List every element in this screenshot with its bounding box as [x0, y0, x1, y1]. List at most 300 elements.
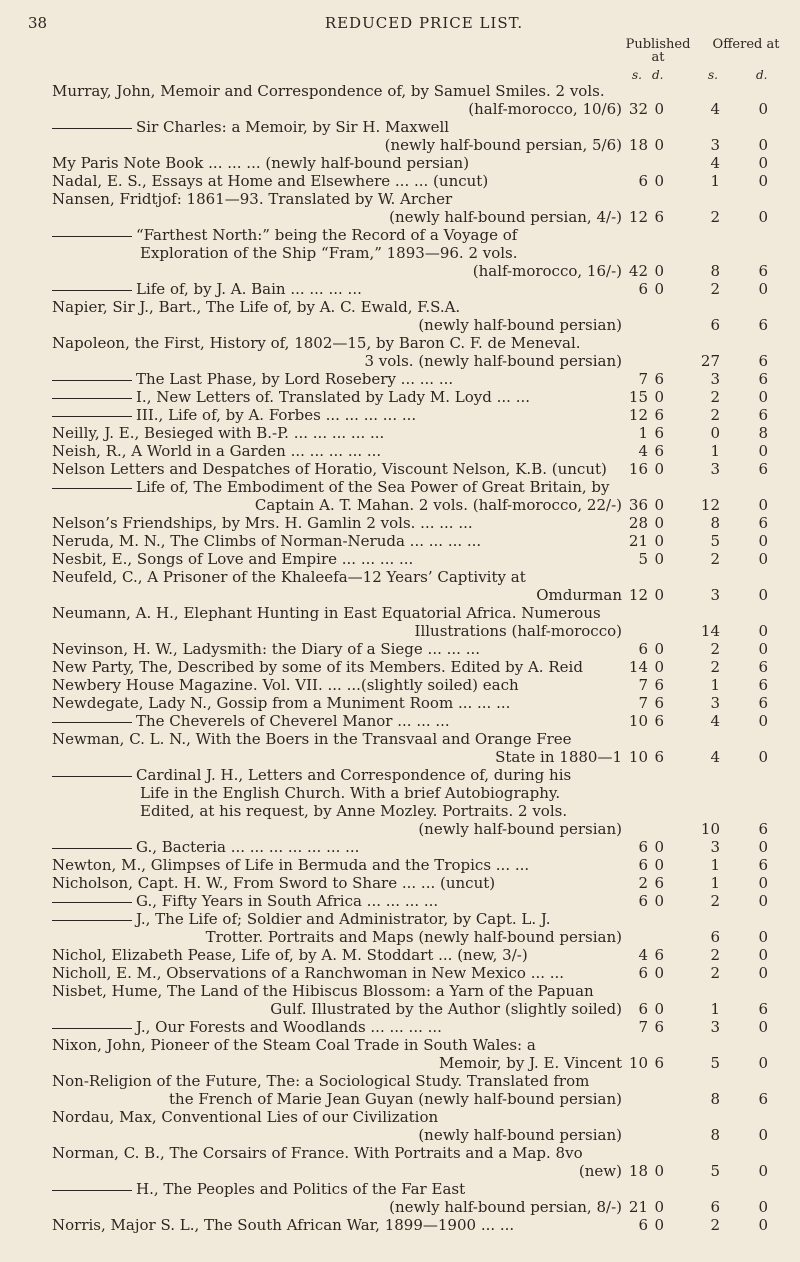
entry-title: Non-Religion of the Future, The: a Sociological Study. Translated from	[52, 1072, 590, 1090]
offered-shillings: 2	[710, 550, 720, 568]
entry-title: Norman, C. B., The Corsairs of France. With Portraits and a Map. 8vo	[52, 1144, 583, 1162]
list-item	[0, 1108, 800, 1127]
offered-shillings: 6	[710, 1198, 720, 1216]
offered-shillings: 5	[710, 532, 720, 550]
entry-title: Trotter. Portraits and Maps (newly half-bound persian)	[205, 928, 622, 946]
entry-text	[52, 226, 622, 245]
published-shillings: 28	[628, 514, 648, 532]
entry-text	[52, 838, 622, 857]
published-shillings: 10	[628, 748, 648, 766]
published-shillings: 16	[628, 460, 648, 478]
entry-text	[52, 352, 622, 371]
published-pence: 6	[654, 712, 664, 730]
entry-title: Nichol, Elizabeth Pease, Life of, by A. M. Stoddart ... (new, 3/-)	[52, 946, 528, 964]
offered-shillings: 2	[710, 892, 720, 910]
offered-shillings: 8	[710, 262, 720, 280]
list-item	[0, 604, 800, 623]
entry-text	[52, 676, 622, 695]
offered-pence: 0	[758, 154, 768, 172]
entry-text	[52, 1036, 622, 1055]
entry-text	[52, 658, 622, 677]
entry-title: Neish, R., A World in a Garden ... ... ... ... ...	[52, 442, 382, 460]
list-item	[0, 820, 800, 839]
entry-title: My Paris Note Book ... ... ... (newly half-bound persian)	[52, 154, 470, 172]
offered-pence: 6	[758, 316, 768, 334]
published-shillings: 36	[628, 496, 648, 514]
published-shillings: 6	[638, 1216, 648, 1234]
offered-shillings: 6	[710, 316, 720, 334]
entry-title: Newman, C. L. N., With the Boers in the Transvaal and Orange Free	[52, 730, 572, 748]
list-item	[0, 856, 800, 875]
offered-pence: 0	[758, 712, 768, 730]
list-item	[0, 82, 800, 101]
entry-text	[52, 316, 622, 335]
list-item	[0, 730, 800, 749]
offered-pence: 0	[758, 748, 768, 766]
entry-text	[52, 514, 622, 533]
offered-shillings: 6	[710, 928, 720, 946]
offered-shillings: 8	[710, 514, 720, 532]
entry-text	[52, 640, 622, 659]
published-d-header: d.	[652, 68, 664, 82]
published-shillings: 6	[638, 838, 648, 856]
entry-title: (half-morocco, 16/-)	[472, 262, 622, 280]
published-pence: 6	[654, 406, 664, 424]
list-item	[0, 910, 800, 929]
list-item	[0, 334, 800, 353]
entry-title: The Cheverels of Cheverel Manor ... ... ...	[136, 712, 450, 730]
list-item	[0, 496, 800, 515]
list-item	[0, 118, 800, 137]
ditto-dash	[52, 488, 132, 489]
entry-text	[52, 712, 622, 731]
entry-title: (newly half-bound persian)	[418, 820, 622, 838]
entry-title: (new)	[578, 1162, 622, 1180]
offered-pence: 0	[758, 208, 768, 226]
published-pence: 0	[654, 586, 664, 604]
published-pence: 0	[654, 1216, 664, 1234]
offered-shillings: 4	[710, 712, 720, 730]
published-pence: 0	[654, 1000, 664, 1018]
published-shillings: 6	[638, 172, 648, 190]
list-item	[0, 1216, 800, 1235]
published-pence: 6	[654, 676, 664, 694]
offered-pence: 0	[758, 838, 768, 856]
offered-pence: 0	[758, 496, 768, 514]
published-pence: 0	[654, 550, 664, 568]
published-shillings: 10	[628, 712, 648, 730]
entry-text	[52, 406, 622, 425]
offered-pence: 6	[758, 352, 768, 370]
list-item	[0, 172, 800, 191]
offered-shillings: 8	[710, 1126, 720, 1144]
published-s-header: s.	[632, 68, 642, 82]
published-shillings: 5	[638, 550, 648, 568]
list-item	[0, 514, 800, 533]
ditto-dash	[52, 416, 132, 417]
list-item	[0, 658, 800, 677]
list-item	[0, 1090, 800, 1109]
list-item	[0, 964, 800, 983]
published-pence: 0	[654, 262, 664, 280]
list-item	[0, 1018, 800, 1037]
offered-shillings: 4	[710, 154, 720, 172]
offered-pence: 0	[758, 442, 768, 460]
offered-shillings: 2	[710, 280, 720, 298]
list-item	[0, 424, 800, 443]
entry-text	[52, 694, 622, 713]
offered-pence: 6	[758, 856, 768, 874]
entry-title: Captain A. T. Mahan. 2 vols. (half-morocco, 22/-)	[254, 496, 622, 514]
published-pence: 0	[654, 856, 664, 874]
published-pence: 6	[654, 370, 664, 388]
ditto-dash	[52, 290, 132, 291]
offered-pence: 0	[758, 622, 768, 640]
entry-title: Illustrations (half-morocco)	[414, 622, 622, 640]
entry-text	[52, 1216, 622, 1235]
list-item	[0, 694, 800, 713]
entry-title: Murray, John, Memoir and Correspondence of, by Samuel Smiles. 2 vols.	[52, 82, 605, 100]
entry-title: Napoleon, the First, History of, 1802—15, by Baron C. F. de Meneval.	[52, 334, 581, 352]
published-pence: 0	[654, 460, 664, 478]
offered-shillings: 4	[710, 748, 720, 766]
entry-title: New Party, The, Described by some of its Members. Edited by A. Reid	[52, 658, 583, 676]
entry-title: the French of Marie Jean Guyan (newly half-bound persian)	[169, 1090, 622, 1108]
published-shillings: 15	[628, 388, 648, 406]
ditto-dash	[52, 902, 132, 903]
offered-pence: 0	[758, 892, 768, 910]
entry-text	[52, 622, 622, 641]
offered-shillings: 3	[710, 838, 720, 856]
offered-pence: 6	[758, 694, 768, 712]
entry-title: G., Bacteria ... ... ... ... ... ... ...	[136, 838, 360, 856]
list-item	[0, 640, 800, 659]
offered-pence: 0	[758, 136, 768, 154]
ditto-dash	[52, 128, 132, 129]
entry-text	[52, 730, 622, 749]
published-shillings: 18	[628, 136, 648, 154]
entry-title: Neufeld, C., A Prisoner of the Khaleefa—12 Years’ Captivity at	[52, 568, 526, 586]
offered-shillings: 8	[710, 1090, 720, 1108]
published-pence: 6	[654, 1018, 664, 1036]
offered-pence: 0	[758, 550, 768, 568]
entry-text	[52, 946, 622, 965]
offered-pence: 6	[758, 460, 768, 478]
ditto-dash	[52, 1190, 132, 1191]
entry-text	[52, 1126, 622, 1145]
list-item	[0, 262, 800, 281]
entry-title: (half-morocco, 10/6)	[468, 100, 622, 118]
entry-text	[52, 118, 622, 137]
entry-title: Nicholl, E. M., Observations of a Ranchwoman in New Mexico ... ...	[52, 964, 565, 982]
published-pence: 0	[654, 514, 664, 532]
entry-title: Nisbet, Hume, The Land of the Hibiscus Blossom: a Yarn of the Papuan	[52, 982, 594, 1000]
published-shillings: 6	[638, 280, 648, 298]
entry-text	[52, 496, 622, 515]
published-pence: 6	[654, 748, 664, 766]
entry-text	[52, 424, 622, 443]
entry-title: Nesbit, E., Songs of Love and Empire ... ... ... ...	[52, 550, 414, 568]
published-shillings: 12	[628, 208, 648, 226]
list-item	[0, 460, 800, 479]
list-item	[0, 676, 800, 695]
offered-pence: 0	[758, 388, 768, 406]
offered-pence: 6	[758, 658, 768, 676]
entry-title: (newly half-bound persian)	[418, 316, 622, 334]
entry-text	[52, 82, 622, 101]
entry-text	[52, 1054, 622, 1073]
list-item	[0, 1180, 800, 1199]
entry-title: J., Our Forests and Woodlands ... ... ... ...	[136, 1018, 442, 1036]
entry-text	[52, 550, 622, 569]
entry-title: Life of, by J. A. Bain ... ... ... ...	[136, 280, 362, 298]
entry-text	[52, 1018, 622, 1037]
published-shillings: 21	[628, 532, 648, 550]
offered-shillings: 5	[710, 1054, 720, 1072]
list-item	[0, 1000, 800, 1019]
list-item	[0, 136, 800, 155]
offered-pence: 6	[758, 1090, 768, 1108]
list-item	[0, 946, 800, 965]
offered-shillings: 2	[710, 946, 720, 964]
published-shillings: 12	[628, 586, 648, 604]
entry-text	[52, 856, 622, 875]
published-pence: 0	[654, 964, 664, 982]
entry-text	[52, 100, 622, 119]
offered-shillings: 27	[700, 352, 720, 370]
offered-shillings: 1	[710, 442, 720, 460]
list-item	[0, 1054, 800, 1073]
entry-text	[52, 136, 622, 155]
entry-text	[52, 190, 622, 209]
entry-title: Edited, at his request, by Anne Mozley. Portraits. 2 vols.	[140, 802, 568, 820]
offered-pence: 6	[758, 676, 768, 694]
list-item	[0, 226, 800, 245]
published-shillings: 4	[638, 946, 648, 964]
list-item	[0, 928, 800, 947]
ditto-dash	[52, 1028, 132, 1029]
published-shillings: 6	[638, 1000, 648, 1018]
offered-pence: 0	[758, 1216, 768, 1234]
published-shillings: 4	[638, 442, 648, 460]
list-item	[0, 370, 800, 389]
offered-shillings: 1	[710, 856, 720, 874]
entry-title: Sir Charles: a Memoir, by Sir H. Maxwell	[136, 118, 450, 136]
published-pence: 0	[654, 1198, 664, 1216]
offered-pence: 0	[758, 280, 768, 298]
offered-pence: 0	[758, 172, 768, 190]
entry-text	[52, 370, 622, 389]
published-shillings: 6	[638, 964, 648, 982]
entry-text	[52, 766, 622, 785]
entry-title: Nelson’s Friendships, by Mrs. H. Gamlin 2 vols. ... ... ...	[52, 514, 473, 532]
entry-title: Gulf. Illustrated by the Author (slightly soiled)	[270, 1000, 622, 1018]
entry-text	[52, 1090, 622, 1109]
list-item	[0, 586, 800, 605]
published-shillings: 7	[638, 1018, 648, 1036]
entry-title: Nadal, E. S., Essays at Home and Elsewhere ... ... (uncut)	[52, 172, 489, 190]
list-item	[0, 1072, 800, 1091]
list-item	[0, 316, 800, 335]
offered-shillings: 1	[710, 1000, 720, 1018]
published-shillings: 1	[638, 424, 648, 442]
list-item	[0, 892, 800, 911]
ditto-dash	[52, 776, 132, 777]
entry-text	[52, 964, 622, 983]
list-item	[0, 190, 800, 209]
published-pence: 0	[654, 640, 664, 658]
page-number: 38	[28, 14, 48, 32]
offered-shillings: 3	[710, 694, 720, 712]
published-pence: 0	[654, 388, 664, 406]
published-pence: 6	[654, 442, 664, 460]
list-item	[0, 982, 800, 1001]
entry-title: Nansen, Fridtjof: 1861—93. Translated by W. Archer	[52, 190, 453, 208]
entry-title: State in 1880—1	[495, 748, 622, 766]
published-pence: 6	[654, 424, 664, 442]
entry-title: Neilly, J. E., Besieged with B.-P. ... ... ... ... ...	[52, 424, 385, 442]
published-shillings: 6	[638, 892, 648, 910]
entry-text	[52, 874, 622, 893]
entry-title: Napier, Sir J., Bart., The Life of, by A. C. Ewald, F.S.A.	[52, 298, 461, 316]
entry-text	[52, 478, 622, 497]
entry-title: (newly half-bound persian)	[418, 1126, 622, 1144]
entry-title: I., New Letters of. Translated by Lady M. Loyd ... ...	[136, 388, 531, 406]
published-pence: 6	[654, 694, 664, 712]
list-item	[0, 532, 800, 551]
entry-text	[52, 1198, 622, 1217]
offered-pence: 0	[758, 874, 768, 892]
published-pence: 6	[654, 208, 664, 226]
entry-title: Life in the English Church. With a brief Autobiography.	[140, 784, 561, 802]
published-pence: 0	[654, 172, 664, 190]
offered-shillings: 3	[710, 460, 720, 478]
offered-pence: 6	[758, 262, 768, 280]
entry-title: Nixon, John, Pioneer of the Steam Coal Trade in South Wales: a	[52, 1036, 536, 1054]
published-column-header: Published at	[625, 37, 691, 65]
entry-text	[52, 532, 622, 551]
published-pence: 0	[654, 100, 664, 118]
entry-text	[52, 928, 622, 947]
list-item	[0, 478, 800, 497]
entry-text	[52, 910, 622, 929]
offered-pence: 6	[758, 514, 768, 532]
list-item	[0, 568, 800, 587]
published-pence: 0	[654, 496, 664, 514]
published-shillings: 6	[638, 640, 648, 658]
offered-pence: 0	[758, 1018, 768, 1036]
published-shillings: 42	[628, 262, 648, 280]
entry-title: G., Fifty Years in South Africa ... ... ... ...	[136, 892, 439, 910]
entry-title: Omdurman	[536, 586, 622, 604]
offered-shillings: 3	[710, 136, 720, 154]
offered-pence: 0	[758, 586, 768, 604]
entry-text	[52, 262, 622, 281]
entry-text	[52, 820, 622, 839]
list-item	[0, 622, 800, 641]
list-item	[0, 154, 800, 173]
published-shillings: 32	[628, 100, 648, 118]
list-item	[0, 244, 800, 263]
entry-title: Neruda, M. N., The Climbs of Norman-Neruda ... ... ... ...	[52, 532, 482, 550]
entry-text	[52, 460, 622, 479]
list-item	[0, 388, 800, 407]
list-item	[0, 280, 800, 299]
offered-pence: 0	[758, 1054, 768, 1072]
offered-pence: 0	[758, 1162, 768, 1180]
offered-shillings: 3	[710, 1018, 720, 1036]
entry-title: J., The Life of; Soldier and Administrator, by Capt. L. J.	[136, 910, 551, 928]
entry-text	[52, 1144, 622, 1163]
entry-title: Newdegate, Lady N., Gossip from a Muniment Room ... ... ...	[52, 694, 511, 712]
entry-title: H., The Peoples and Politics of the Far East	[136, 1180, 466, 1198]
published-pence: 6	[654, 946, 664, 964]
entry-text	[52, 1108, 622, 1127]
offered-shillings: 3	[710, 370, 720, 388]
published-pence: 0	[654, 280, 664, 298]
published-shillings: 6	[638, 856, 648, 874]
entry-text	[52, 568, 622, 587]
list-item	[0, 100, 800, 119]
entry-text	[140, 784, 622, 803]
offered-shillings: 2	[710, 640, 720, 658]
entry-text	[140, 244, 622, 263]
entry-title: The Last Phase, by Lord Rosebery ... ... ...	[136, 370, 454, 388]
entry-text	[52, 1162, 622, 1181]
list-item	[0, 406, 800, 425]
entry-text	[140, 802, 622, 821]
list-item	[0, 1126, 800, 1145]
list-item	[0, 208, 800, 227]
list-item	[0, 550, 800, 569]
entry-title: Norris, Major S. L., The South African War, 1899—1900 ... ...	[52, 1216, 515, 1234]
ditto-dash	[52, 380, 132, 381]
offered-pence: 0	[758, 1126, 768, 1144]
entry-text	[52, 748, 622, 767]
offered-shillings: 1	[710, 874, 720, 892]
offered-pence: 8	[758, 424, 768, 442]
offered-shillings: 2	[710, 388, 720, 406]
entry-text	[52, 172, 622, 191]
ditto-dash	[52, 398, 132, 399]
ditto-dash	[52, 920, 132, 921]
entry-text	[52, 442, 622, 461]
entry-text	[52, 154, 622, 173]
offered-shillings: 2	[710, 658, 720, 676]
published-shillings: 7	[638, 676, 648, 694]
offered-shillings: 2	[710, 1216, 720, 1234]
published-shillings: 7	[638, 370, 648, 388]
entry-title: Cardinal J. H., Letters and Correspondence of, during his	[136, 766, 572, 784]
published-pence: 6	[654, 1054, 664, 1072]
published-pence: 0	[654, 136, 664, 154]
offered-pence: 0	[758, 964, 768, 982]
offered-column-header: Offered at	[712, 37, 780, 52]
list-item	[0, 1144, 800, 1163]
entry-title: Exploration of the Ship “Fram,” 1893—96. 2 vols.	[140, 244, 518, 262]
offered-pence: 0	[758, 1198, 768, 1216]
ditto-dash	[52, 236, 132, 237]
published-shillings: 10	[628, 1054, 648, 1072]
entry-title: Memoir, by J. E. Vincent	[438, 1054, 622, 1072]
entry-text	[52, 208, 622, 227]
offered-shillings: 2	[710, 406, 720, 424]
offered-pence: 6	[758, 406, 768, 424]
offered-shillings: 1	[710, 172, 720, 190]
published-shillings: 21	[628, 1198, 648, 1216]
published-pence: 0	[654, 532, 664, 550]
list-item	[0, 766, 800, 785]
